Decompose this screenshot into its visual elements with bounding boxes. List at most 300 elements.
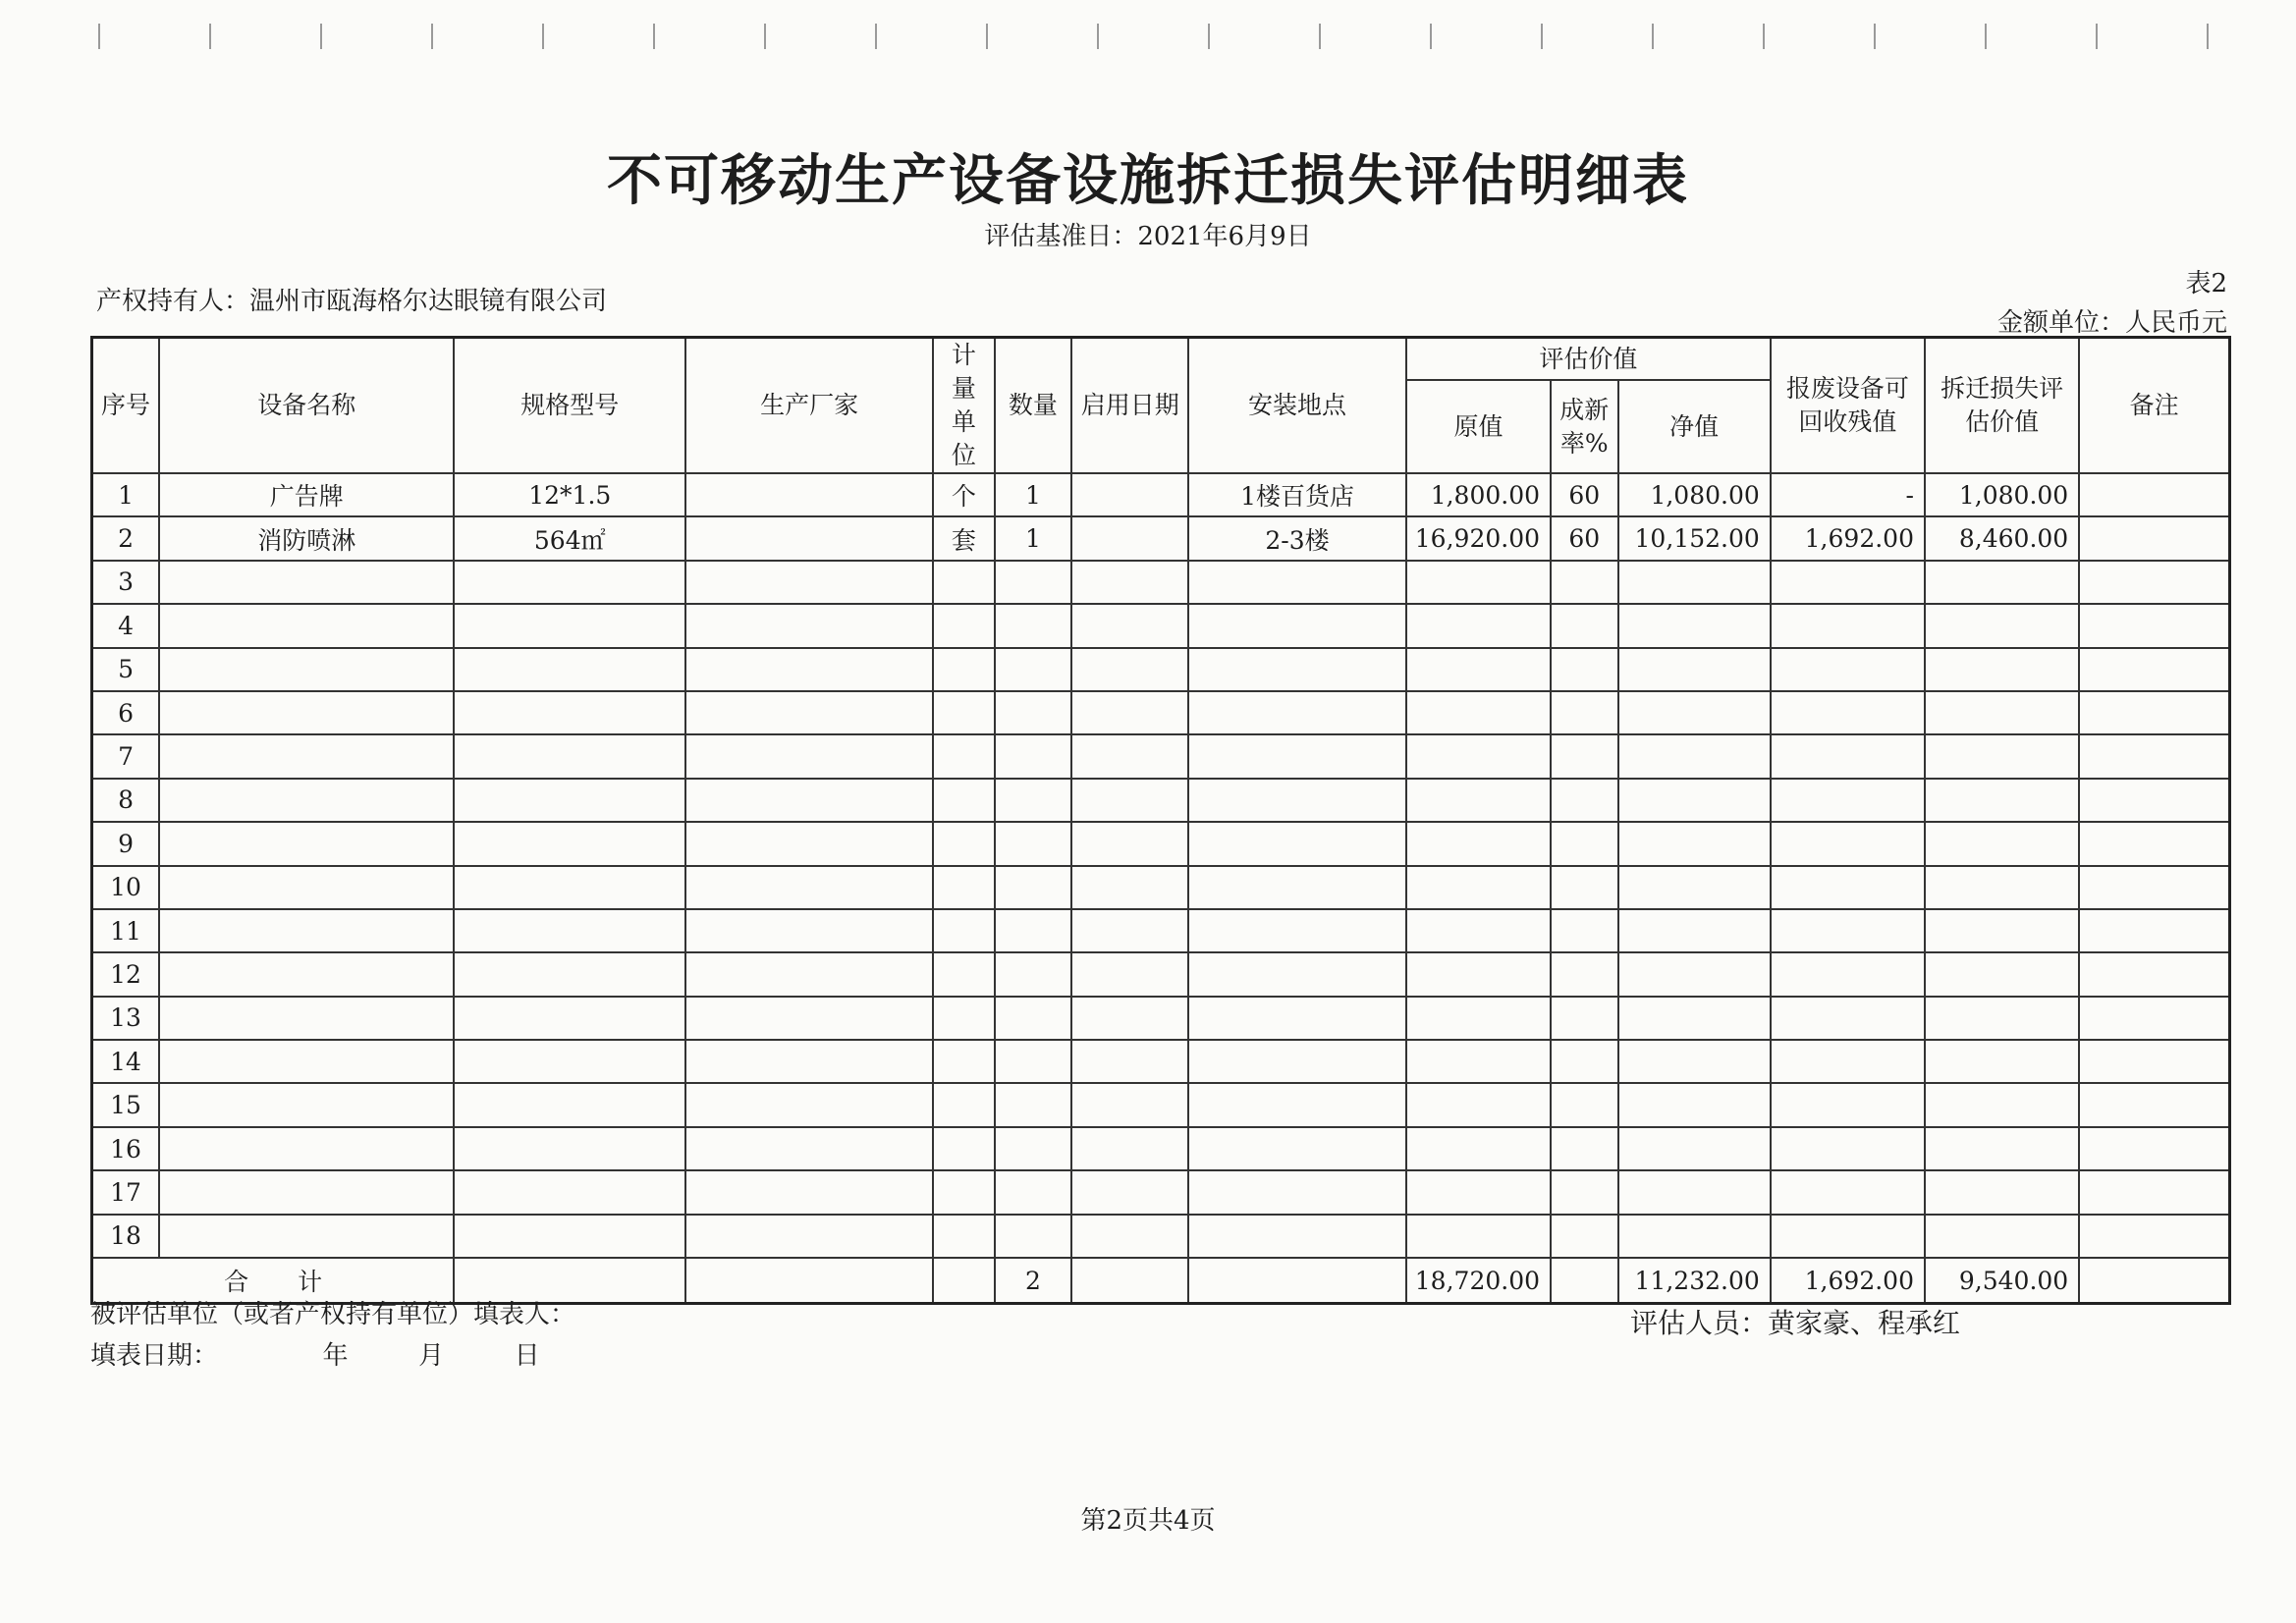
cell-spec [454, 648, 685, 691]
cell-name [159, 952, 454, 996]
cell-rate [1551, 1083, 1618, 1126]
cell-unit [933, 604, 994, 647]
cell-scrap: - [1771, 473, 1925, 516]
cell-scrap [1771, 1215, 1925, 1258]
cell-remark [2079, 909, 2229, 952]
scan-tick [1763, 24, 1765, 49]
cell-start-date [1071, 952, 1188, 996]
cell-scrap [1771, 779, 1925, 822]
scan-tick [986, 24, 988, 49]
table-row [92, 822, 2230, 865]
cell-original [1406, 997, 1551, 1040]
cell-start-date [1071, 734, 1188, 778]
cell-maker [685, 734, 933, 778]
document-title: 不可移动生产设备设施拆迁损失评估明细表 [607, 149, 1689, 213]
cell-name [159, 1083, 454, 1126]
scan-tick [1541, 24, 1543, 49]
cell-remark [2079, 561, 2229, 604]
cell-qty [995, 648, 1072, 691]
header-eval-value: 评估价值 [1406, 338, 1771, 381]
cell-remark [2079, 473, 2229, 516]
cell-location [1188, 1127, 1406, 1170]
cell-unit [933, 1040, 994, 1083]
cell-rate: 60 [1551, 473, 1618, 516]
cell-seq: 6 [92, 691, 160, 734]
cell-original [1406, 1170, 1551, 1214]
cell-qty [995, 1215, 1072, 1258]
cell-net [1618, 604, 1771, 647]
cell-rate [1551, 691, 1618, 734]
scan-tick [875, 24, 877, 49]
cell-seq: 14 [92, 1040, 160, 1083]
table-row [92, 691, 2230, 734]
cell-name: 消防喷淋 [159, 516, 454, 560]
total-cell [933, 1258, 994, 1304]
cell-original [1406, 952, 1551, 996]
cell-unit [933, 779, 994, 822]
total-cell [1071, 1258, 1188, 1304]
cell-scrap [1771, 1040, 1925, 1083]
total-cell [1551, 1258, 1618, 1304]
cell-location [1188, 648, 1406, 691]
cell-start-date [1071, 997, 1188, 1040]
cell-start-date [1071, 1040, 1188, 1083]
cell-maker [685, 909, 933, 952]
cell-name [159, 691, 454, 734]
cell-unit [933, 866, 994, 909]
cell-start-date [1071, 822, 1188, 865]
total-cell [2079, 1258, 2229, 1304]
cell-original [1406, 822, 1551, 865]
cell-start-date [1071, 604, 1188, 647]
cell-location [1188, 1040, 1406, 1083]
cell-remark [2079, 997, 2229, 1040]
cell-rate [1551, 909, 1618, 952]
header-name: 设备名称 [159, 338, 454, 474]
cell-net [1618, 1040, 1771, 1083]
total-label: 合 计 [92, 1258, 455, 1304]
table-row [92, 1215, 2230, 1258]
cell-location [1188, 604, 1406, 647]
cell-net: 1,080.00 [1618, 473, 1771, 516]
scan-tick [320, 24, 322, 49]
cell-seq: 17 [92, 1170, 160, 1214]
cell-qty [995, 1127, 1072, 1170]
cell-scrap [1771, 648, 1925, 691]
cell-seq: 4 [92, 604, 160, 647]
table-row [92, 1170, 2230, 1214]
cell-unit [933, 1170, 994, 1214]
cell-maker [685, 779, 933, 822]
cell-net [1618, 691, 1771, 734]
cell-seq: 18 [92, 1215, 160, 1258]
cell-start-date [1071, 648, 1188, 691]
cell-original [1406, 691, 1551, 734]
cell-spec [454, 1215, 685, 1258]
cell-remark [2079, 1170, 2229, 1214]
scan-tick [542, 24, 544, 49]
cell-name [159, 779, 454, 822]
cell-qty [995, 952, 1072, 996]
cell-loss: 1,080.00 [1925, 473, 2079, 516]
cell-spec [454, 604, 685, 647]
cell-net [1618, 1127, 1771, 1170]
cell-loss [1925, 952, 2079, 996]
cell-location [1188, 1083, 1406, 1126]
cell-unit [933, 734, 994, 778]
table-row [92, 997, 2230, 1040]
header-maker: 生产厂家 [685, 338, 933, 474]
cell-unit [933, 822, 994, 865]
cell-name [159, 561, 454, 604]
fill-date-line [90, 1335, 540, 1372]
cell-unit [933, 691, 994, 734]
cell-rate [1551, 1215, 1618, 1258]
total-cell [1188, 1258, 1406, 1304]
cell-spec [454, 997, 685, 1040]
header-net: 净值 [1618, 380, 1771, 473]
cell-original: 1,800.00 [1406, 473, 1551, 516]
cell-maker [685, 1170, 933, 1214]
cell-remark [2079, 1083, 2229, 1126]
cell-location: 1楼百货店 [1188, 473, 1406, 516]
scan-tick [1985, 24, 1987, 49]
cell-location [1188, 997, 1406, 1040]
cell-scrap [1771, 691, 1925, 734]
cell-maker [685, 473, 933, 516]
cell-unit [933, 561, 994, 604]
cell-rate [1551, 1040, 1618, 1083]
cell-qty [995, 561, 1072, 604]
cell-scrap: 1,692.00 [1771, 516, 1925, 560]
cell-original [1406, 909, 1551, 952]
cell-loss [1925, 1215, 2079, 1258]
fill-date-month: 月 [418, 1341, 445, 1371]
cell-net [1618, 734, 1771, 778]
cell-loss [1925, 561, 2079, 604]
cell-loss [1925, 1040, 2079, 1083]
cell-remark [2079, 779, 2229, 822]
cell-start-date [1071, 1170, 1188, 1214]
cell-loss: 8,460.00 [1925, 516, 2079, 560]
cell-scrap [1771, 822, 1925, 865]
table-row [92, 779, 2230, 822]
cell-spec [454, 866, 685, 909]
cell-qty: 1 [995, 473, 1072, 516]
cell-loss [1925, 866, 2079, 909]
cell-seq: 11 [92, 909, 160, 952]
cell-spec: 12*1.5 [454, 473, 685, 516]
cell-maker [685, 604, 933, 647]
table-row [92, 516, 2230, 560]
cell-location [1188, 822, 1406, 865]
cell-remark [2079, 734, 2229, 778]
cell-maker [685, 997, 933, 1040]
header-original: 原值 [1406, 380, 1551, 473]
total-qty: 2 [995, 1258, 1072, 1304]
cell-start-date [1071, 1127, 1188, 1170]
cell-original [1406, 1040, 1551, 1083]
table-row [92, 648, 2230, 691]
cell-loss [1925, 909, 2079, 952]
table-row [92, 734, 2230, 778]
cell-name [159, 1215, 454, 1258]
cell-unit [933, 1127, 994, 1170]
total-cell [685, 1258, 933, 1304]
cell-spec [454, 691, 685, 734]
cell-start-date [1071, 473, 1188, 516]
cell-qty: 1 [995, 516, 1072, 560]
cell-loss [1925, 1083, 2079, 1126]
cell-maker [685, 1040, 933, 1083]
cell-spec [454, 1083, 685, 1126]
cell-original [1406, 648, 1551, 691]
cell-loss [1925, 1170, 2079, 1214]
cell-seq: 1 [92, 473, 160, 516]
cell-maker [685, 952, 933, 996]
cell-name [159, 822, 454, 865]
cell-net [1618, 648, 1771, 691]
cell-maker [685, 1127, 933, 1170]
cell-remark [2079, 952, 2229, 996]
cell-rate [1551, 561, 1618, 604]
cell-location [1188, 734, 1406, 778]
cell-qty [995, 1040, 1072, 1083]
header-loss: 拆迁损失评估价值 [1925, 338, 2079, 474]
total-loss: 9,540.00 [1925, 1258, 2079, 1304]
cell-maker [685, 516, 933, 560]
cell-location [1188, 952, 1406, 996]
cell-rate [1551, 779, 1618, 822]
cell-original [1406, 561, 1551, 604]
cell-location [1188, 1170, 1406, 1214]
detail-table [90, 336, 2231, 1305]
cell-loss [1925, 734, 2079, 778]
cell-original [1406, 604, 1551, 647]
cell-scrap [1771, 561, 1925, 604]
cell-spec [454, 561, 685, 604]
cell-original: 16,920.00 [1406, 516, 1551, 560]
cell-rate [1551, 734, 1618, 778]
table-number: 表2 [2185, 269, 2227, 298]
cell-qty [995, 1170, 1072, 1214]
cell-spec [454, 1170, 685, 1214]
scan-tick [1208, 24, 1210, 49]
total-original: 18,720.00 [1406, 1258, 1551, 1304]
cell-start-date [1071, 909, 1188, 952]
cell-original [1406, 779, 1551, 822]
cell-seq: 3 [92, 561, 160, 604]
cell-remark [2079, 648, 2229, 691]
cell-loss [1925, 997, 2079, 1040]
cell-rate [1551, 1170, 1618, 1214]
cell-unit [933, 1215, 994, 1258]
cell-spec [454, 734, 685, 778]
owner-line: 产权持有人：温州市瓯海格尔达眼镜有限公司 [96, 287, 608, 316]
cell-net: 10,152.00 [1618, 516, 1771, 560]
cell-loss [1925, 691, 2079, 734]
table-row [92, 909, 2230, 952]
cell-rate [1551, 822, 1618, 865]
cell-qty [995, 691, 1072, 734]
cell-scrap [1771, 1127, 1925, 1170]
cell-loss [1925, 822, 2079, 865]
cell-seq: 10 [92, 866, 160, 909]
cell-spec [454, 779, 685, 822]
cell-maker [685, 648, 933, 691]
scan-tick [764, 24, 766, 49]
scan-tick [2207, 24, 2209, 49]
cell-net [1618, 1215, 1771, 1258]
table-row [92, 866, 2230, 909]
cell-maker [685, 822, 933, 865]
cell-start-date [1071, 1215, 1188, 1258]
cell-unit [933, 997, 994, 1040]
cell-name [159, 866, 454, 909]
cell-rate [1551, 604, 1618, 647]
cell-remark [2079, 822, 2229, 865]
cell-spec: 564㎡ [454, 516, 685, 560]
cell-unit [933, 952, 994, 996]
page-number: 第2页共4页 [1080, 1506, 1216, 1536]
scan-tick [431, 24, 433, 49]
cell-scrap [1771, 734, 1925, 778]
header-scrap: 报废设备可回收残值 [1771, 338, 1925, 474]
header-spec: 规格型号 [454, 338, 685, 474]
cell-rate [1551, 866, 1618, 909]
cell-seq: 7 [92, 734, 160, 778]
cell-location: 2-3楼 [1188, 516, 1406, 560]
cell-rate [1551, 648, 1618, 691]
cell-spec [454, 822, 685, 865]
scan-tick [1652, 24, 1654, 49]
cell-name [159, 734, 454, 778]
cell-unit [933, 1083, 994, 1126]
cell-scrap [1771, 1170, 1925, 1214]
cell-loss [1925, 779, 2079, 822]
cell-spec [454, 909, 685, 952]
cell-rate [1551, 1127, 1618, 1170]
cell-seq: 5 [92, 648, 160, 691]
cell-location [1188, 866, 1406, 909]
cell-net [1618, 997, 1771, 1040]
cell-name [159, 1040, 454, 1083]
cell-original [1406, 1127, 1551, 1170]
cell-loss [1925, 604, 2079, 647]
cell-net [1618, 866, 1771, 909]
currency-unit: 金额单位：人民币元 [1996, 308, 2227, 338]
cell-start-date [1071, 1083, 1188, 1126]
cell-unit: 套 [933, 516, 994, 560]
cell-qty [995, 997, 1072, 1040]
cell-net [1618, 952, 1771, 996]
cell-unit [933, 648, 994, 691]
cell-remark [2079, 1215, 2229, 1258]
base-date: 评估基准日：2021年6月9日 [984, 222, 1312, 251]
cell-rate [1551, 997, 1618, 1040]
cell-start-date [1071, 516, 1188, 560]
cell-name [159, 604, 454, 647]
cell-rate [1551, 952, 1618, 996]
cell-original [1406, 1083, 1551, 1126]
cell-location [1188, 691, 1406, 734]
cell-qty [995, 734, 1072, 778]
header-seq: 序号 [92, 338, 160, 474]
header-rate: 成新率% [1551, 380, 1618, 473]
scan-edge-ticks [98, 24, 2219, 53]
header-unit: 计量单位 [933, 338, 994, 474]
cell-remark [2079, 691, 2229, 734]
cell-seq: 15 [92, 1083, 160, 1126]
header-remark: 备注 [2079, 338, 2229, 474]
cell-seq: 12 [92, 952, 160, 996]
cell-loss [1925, 1127, 2079, 1170]
appraisers: 评估人员：黄家豪、程承红 [1630, 1307, 1961, 1339]
cell-maker [685, 1083, 933, 1126]
cell-name [159, 997, 454, 1040]
cell-net [1618, 909, 1771, 952]
cell-maker [685, 866, 933, 909]
cell-qty [995, 822, 1072, 865]
table-row [92, 1040, 2230, 1083]
total-scrap: 1,692.00 [1771, 1258, 1925, 1304]
cell-scrap [1771, 866, 1925, 909]
header-qty: 数量 [995, 338, 1072, 474]
cell-seq: 2 [92, 516, 160, 560]
cell-seq: 13 [92, 997, 160, 1040]
cell-start-date [1071, 561, 1188, 604]
cell-net [1618, 822, 1771, 865]
cell-spec [454, 1127, 685, 1170]
cell-scrap [1771, 997, 1925, 1040]
cell-start-date [1071, 866, 1188, 909]
cell-qty [995, 909, 1072, 952]
cell-maker [685, 561, 933, 604]
total-net: 11,232.00 [1618, 1258, 1771, 1304]
cell-net [1618, 779, 1771, 822]
cell-start-date [1071, 691, 1188, 734]
cell-location [1188, 1215, 1406, 1258]
cell-original [1406, 1215, 1551, 1258]
cell-spec [454, 1040, 685, 1083]
cell-location [1188, 779, 1406, 822]
fill-date-label: 填表日期： [90, 1341, 219, 1371]
cell-maker [685, 1215, 933, 1258]
cell-original [1406, 866, 1551, 909]
table-body [92, 473, 2230, 1258]
scan-tick [98, 24, 100, 49]
cell-name [159, 1127, 454, 1170]
cell-unit: 个 [933, 473, 994, 516]
cell-remark [2079, 604, 2229, 647]
cell-original [1406, 734, 1551, 778]
cell-unit [933, 909, 994, 952]
cell-net [1618, 1170, 1771, 1214]
cell-seq: 16 [92, 1127, 160, 1170]
scan-tick [2096, 24, 2098, 49]
cell-qty [995, 1083, 1072, 1126]
scan-tick [1430, 24, 1432, 49]
cell-name: 广告牌 [159, 473, 454, 516]
cell-loss [1925, 648, 2079, 691]
cell-name [159, 1170, 454, 1214]
scan-tick [1319, 24, 1321, 49]
scan-tick [1097, 24, 1099, 49]
cell-net [1618, 561, 1771, 604]
header-location: 安装地点 [1188, 338, 1406, 474]
cell-scrap [1771, 604, 1925, 647]
cell-seq: 9 [92, 822, 160, 865]
